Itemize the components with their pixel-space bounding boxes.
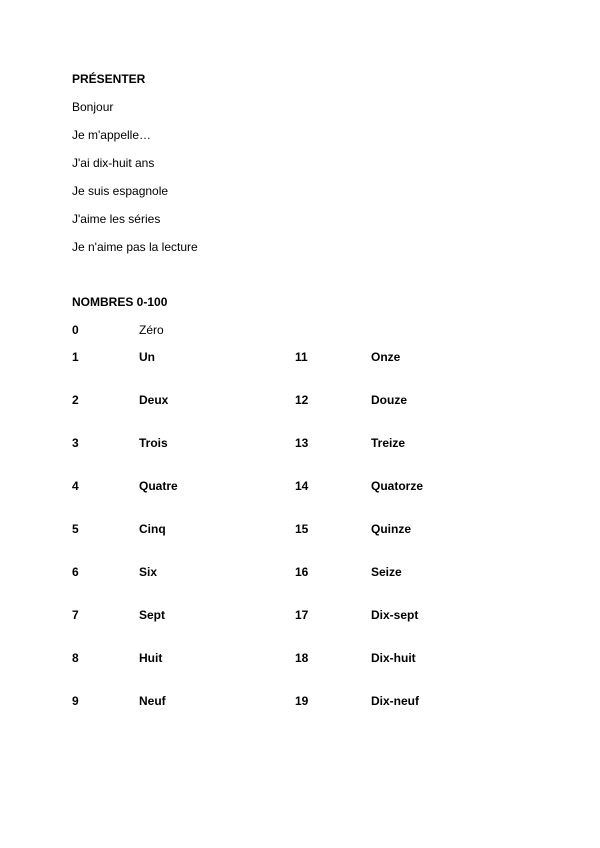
number-cell: 9 (72, 694, 79, 708)
word-cell: Sept (139, 608, 166, 622)
number-cell: 5 (72, 522, 79, 536)
word-cell: Un (139, 350, 155, 364)
number-cell: 18 (295, 651, 309, 665)
word-cell: Deux (139, 393, 169, 407)
number-cell: 17 (295, 608, 309, 622)
word-cell: Trois (139, 436, 168, 450)
number-cell: 7 (72, 608, 79, 622)
word-cell: Quatorze (371, 479, 424, 493)
number-cell: 1 (72, 350, 79, 364)
number-cell: 4 (72, 479, 79, 493)
number-cell: 11 (295, 350, 308, 364)
word-cell: Neuf (139, 694, 166, 708)
section-title-presenter: PRÉSENTER (72, 72, 146, 86)
number-cell: 15 (295, 522, 309, 536)
word-cell: Six (139, 565, 158, 579)
word-zero: Zéro (139, 323, 164, 337)
word-cell: Dix-sept (371, 608, 419, 622)
phrase-item: J'aime les séries (72, 212, 161, 226)
phrase-item: Je suis espagnole (72, 184, 169, 198)
word-cell: Onze (371, 350, 401, 364)
number-cell: 19 (295, 694, 309, 708)
word-cell: Dix-huit (371, 651, 416, 665)
word-cell: Seize (371, 565, 402, 579)
word-cell: Treize (371, 436, 406, 450)
number-cell: 14 (295, 479, 309, 493)
phrase-item: Je m'appelle… (72, 128, 151, 142)
phrase-item: Je n'aime pas la lecture (72, 240, 198, 254)
phrase-item: J'ai dix-huit ans (72, 156, 155, 170)
number-cell: 12 (295, 393, 309, 407)
word-cell: Douze (371, 393, 407, 407)
number-cell: 3 (72, 436, 79, 450)
phrase-item: Bonjour (72, 100, 114, 114)
number-cell: 13 (295, 436, 309, 450)
number-cell: 6 (72, 565, 79, 579)
number-cell: 2 (72, 393, 79, 407)
number-cell: 8 (72, 651, 79, 665)
word-cell: Quatre (139, 479, 178, 493)
number-cell: 16 (295, 565, 309, 579)
word-cell: Huit (139, 651, 163, 665)
number-zero: 0 (72, 323, 79, 337)
word-cell: Cinq (139, 522, 166, 536)
section-title-nombres: NOMBRES 0-100 (72, 295, 168, 309)
word-cell: Quinze (371, 522, 412, 536)
word-cell: Dix-neuf (371, 694, 419, 708)
